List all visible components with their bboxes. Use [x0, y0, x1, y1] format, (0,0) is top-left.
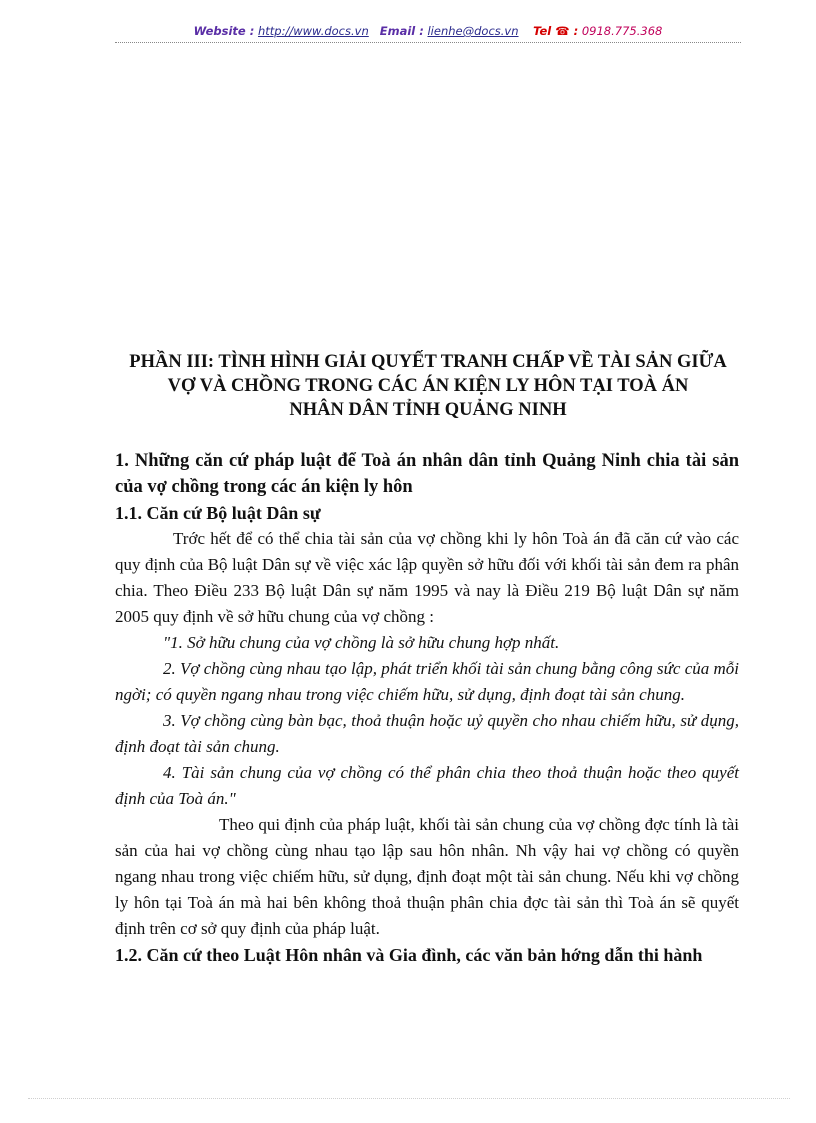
paragraph-legal-explanation: Theo qui định của pháp luật, khối tài sản chung của vợ chồng đợc tính là tài sản của hai vợ chồng cùng nhau tạo lập sau hôn nhân. Nh vậy hai vợ chồng có quyền ngang nhau trong việc chiếm hữu, sử dụng, định đoạt một tài sản chung. Nếu khi vợ chồng ly hôn tại Toà án mà hai bên không thoả thuận phân chia đợc tài sản thì Toà án sẽ quyết định trên cơ sở quy định của pháp luật.: [115, 815, 739, 938]
section-1-1-heading: 1.1. Căn cứ Bộ luật Dân sự: [115, 503, 321, 523]
section-1-2-heading: 1.2. Căn cứ theo Luật Hôn nhân và Gia đình, các văn bản hớng dẫn thi hành: [115, 945, 703, 965]
email-link[interactable]: lienhe@docs.vn: [427, 24, 519, 38]
footer-divider: [28, 1098, 790, 1099]
title-line: NHÂN DÂN TỈNH QUẢNG NINH: [289, 400, 567, 420]
website-link[interactable]: http://www.docs.vn: [257, 24, 369, 38]
quote-item-3: 3. Vợ chồng cùng bàn bạc, thoả thuận hoặc uỷ quyền cho nhau chiếm hữu, sử dụng, định đoạt tài sản chung.: [115, 711, 739, 756]
header-divider: [115, 42, 741, 43]
document-body: [115, 448, 739, 968]
section-1-heading: 1. Những căn cứ pháp luật để Toà án nhân dân tỉnh Quảng Ninh chia tài sản của vợ chồng trong các án kiện ly hôn: [115, 451, 739, 497]
page-title: [110, 350, 746, 422]
email-label: Email :: [379, 24, 424, 38]
page-header: [115, 24, 741, 38]
quote-item-1: "1. Sở hữu chung của vợ chồng là sở hữu chung hợp nhất.: [163, 633, 560, 652]
quote-item-2: 2. Vợ chồng cùng nhau tạo lập, phát triển khối tài sản chung bằng công sức của mỗi ngời; có quyền ngang nhau trong việc chiếm hữu, sử dụng, định đoạt tài sản chung.: [115, 659, 739, 704]
tel-label: Tel ☎ :: [533, 24, 579, 38]
quote-item-4: 4. Tài sản chung của vợ chồng có thể phân chia theo thoả thuận hoặc theo quyết định của Toà án.": [115, 763, 739, 808]
website-label: Website :: [193, 24, 255, 38]
title-line: PHẦN III: TÌNH HÌNH GIẢI QUYẾT TRANH CHẤP VỀ TÀI SẢN GIỮA: [129, 352, 727, 372]
paragraph-civil-code: Trớc hết để có thể chia tài sản của vợ chồng khi ly hôn Toà án đã căn cứ vào các quy định của Bộ luật Dân sự về việc xác lập quyền sở hữu đối với khối tài sản đem ra phân chia. Theo Điều 233 Bộ luật Dân sự năm 1995 và nay là Điều 219 Bộ luật Dân sự năm 2005 quy định về sở hữu chung của vợ chồng :: [115, 529, 739, 626]
title-line: VỢ VÀ CHỒNG TRONG CÁC ÁN KIỆN LY HÔN TẠI TOÀ ÁN: [167, 376, 689, 396]
tel-value: 0918.775.368: [581, 24, 663, 38]
